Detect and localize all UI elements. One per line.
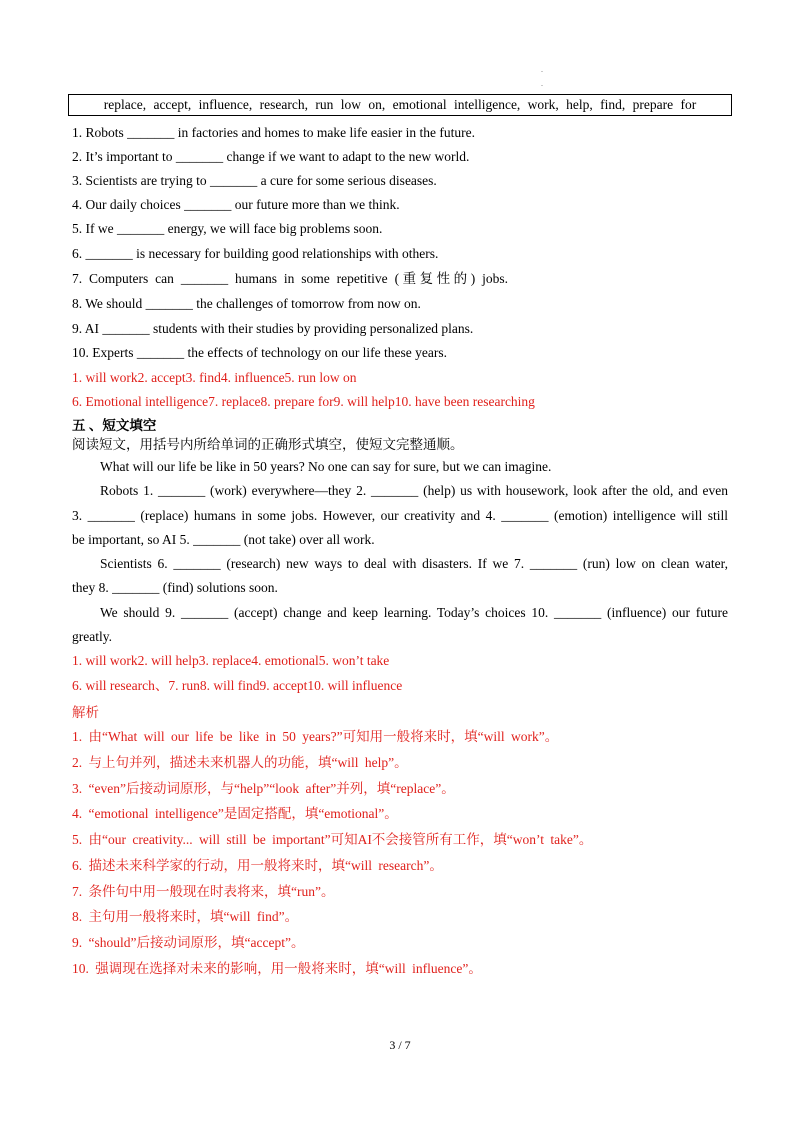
passage-line: Robots 1. _______ (work) everywhere—they 2. _______ (help) us with housework, look after the old, and even	[100, 483, 728, 498]
analysis-line: 1. 由“What will our life be like in 50 years?”可知用一般将来时，填“will work”。	[72, 729, 559, 744]
answer-line: 6. will research、7. run8. will find9. accept10. will influence	[72, 678, 403, 693]
answer-line: 1. will work2. will help3. replace4. emotional5. won’t take	[72, 653, 390, 668]
analysis-line: 9. “should”后接动词原形，填“accept”。	[72, 935, 305, 950]
page-number: 3 / 7	[389, 1038, 411, 1052]
exercise-sentence: 8. We should _______ the challenges of tomorrow from now on.	[72, 296, 421, 311]
analysis-line: 2. 与上句并列，描述未来机器人的功能，填“will help”。	[72, 755, 408, 770]
header-mark: .	[541, 79, 543, 88]
passage-line: What will our life be like in 50 years? No one can say for sure, but we can imagine.	[100, 459, 552, 474]
word-bank-box: replace, accept, influence, research, run low on, emotional intelligence, work, help, find, prepare for	[68, 94, 732, 116]
exercise-sentence: 10. Experts _______ the effects of technology on our life these years.	[72, 345, 448, 360]
exercise-sentence: 9. AI _______ students with their studies by providing personalized plans.	[72, 321, 474, 336]
section-heading: 五 、短文填空	[72, 418, 157, 433]
analysis-line: 5. 由“our creativity... will still be important”可知AI不会接管所有工作，填“won’t take”。	[72, 832, 593, 847]
exercise-sentence: 5. If we _______ energy, we will face big problems soon.	[72, 221, 383, 236]
exercise-sentence: 7. Computers can _______ humans in some repetitive (重复性的) jobs.	[72, 271, 508, 286]
section-instruction: 阅读短文，用括号内所给单词的正确形式填空，使短文完整通顺。	[72, 437, 464, 452]
passage-line: be important, so AI 5. _______ (not take) over all work.	[72, 532, 375, 547]
passage-line: Scientists 6. _______ (research) new ways to deal with disasters. If we 7. _______ (run) low on clean water,	[100, 556, 728, 571]
passage-line: 3. _______ (replace) humans in some jobs. However, our creativity and 4. _______ (emotion) intelligence will still	[72, 508, 728, 523]
analysis-line: 7. 条件句中用一般现在时表将来，填“run”。	[72, 884, 335, 899]
analysis-line: 8. 主句用一般将来时，填“will find”。	[72, 909, 299, 924]
analysis-line: 3. “even”后接动词原形，与“help”“look after”并列，填“replace”。	[72, 781, 455, 796]
analysis-label: 解析	[72, 705, 99, 720]
answer-line: 1. will work2. accept3. find4. influence5. run low on	[72, 370, 357, 385]
exercise-sentence: 6. _______ is necessary for building good relationships with others.	[72, 246, 439, 261]
exercise-sentence: 2. It’s important to _______ change if we want to adapt to the new world.	[72, 149, 470, 164]
analysis-line: 6. 描述未来科学家的行动，用一般将来时，填“will research”。	[72, 858, 443, 873]
analysis-line: 10. 强调现在选择对未来的影响，用一般将来时，填“will influence”。	[72, 961, 482, 976]
exercise-sentence: 3. Scientists are trying to _______ a cure for some serious diseases.	[72, 173, 437, 188]
exercise-sentence: 1. Robots _______ in factories and homes to make life easier in the future.	[72, 125, 476, 140]
answer-line: 6. Emotional intelligence7. replace8. prepare for9. will help10. have been researching	[72, 394, 535, 409]
exercise-sentence: 4. Our daily choices _______ our future more than we think.	[72, 197, 400, 212]
passage-line: greatly.	[72, 629, 112, 644]
passage-line: We should 9. _______ (accept) change and keep learning. Today’s choices 10. _______ (influence) our future	[100, 605, 728, 620]
analysis-line: 4. “emotional intelligence”是固定搭配，填“emotional”。	[72, 806, 398, 821]
header-mark: .	[541, 65, 543, 74]
passage-line: they 8. _______ (find) solutions soon.	[72, 580, 278, 595]
